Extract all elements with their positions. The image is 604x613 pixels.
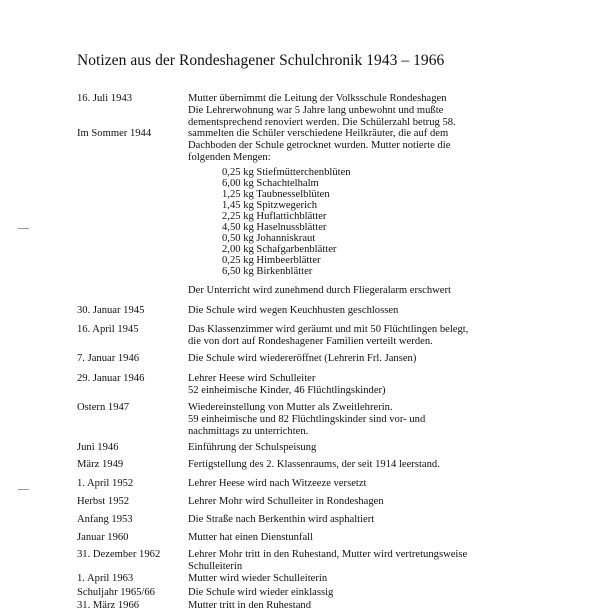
entry-line: nachmittags zu unterrichten.: [188, 426, 309, 437]
entry-text: [188, 549, 467, 573]
entry-line: Die Schule wird wieder einklassig: [188, 587, 334, 598]
entry-line: Die Lehrerwohnung war 5 Jahre lang unbewohnt und mußte: [188, 105, 444, 116]
entry-text: [188, 373, 386, 397]
entry-text: [188, 305, 398, 317]
entry-line: Einführung der Schulspeisung: [188, 442, 317, 453]
entry-date: Anfang 1953: [77, 514, 133, 525]
herb-item: 2,00 kg Schafgarbenblätter: [222, 244, 337, 255]
herb-item: 1,45 kg Spitzwegerich: [222, 200, 318, 211]
entry-text: [188, 459, 440, 471]
entry-text: [188, 514, 374, 526]
entry-line: sammelten die Schüler verschiedene Heilkräuter, die auf dem: [188, 128, 449, 139]
herb-item: 4,50 kg Haselnussblätter: [222, 222, 327, 233]
entry-date: 16. April 1945: [77, 324, 139, 335]
entry-text: [188, 402, 425, 438]
entry-line: 52 einheimische Kinder, 46 Flüchtlingskinder): [188, 385, 386, 396]
entry-line: Mutter tritt in den Ruhestand: [188, 600, 311, 611]
entry-date: 29. Januar 1946: [77, 373, 145, 384]
entry-text: [188, 324, 468, 348]
entry-date: Januar 1960: [77, 532, 129, 543]
herb-note: Der Unterricht wird zunehmend durch Fliegeralarm erschwert: [188, 285, 451, 296]
entry-line: Lehrer Heese wird nach Witzeeze versetzt: [188, 478, 367, 489]
entry-line: Lehrer Mohr tritt in den Ruhestand, Mutter wird vertretungsweise: [188, 549, 468, 560]
entry-date: 7. Januar 1946: [77, 353, 140, 364]
entry-text: [188, 600, 311, 612]
entry-date: Juni 1946: [77, 442, 119, 453]
entry-line: Das Klassenzimmer wird geräumt und mit 50 Flüchtlingen belegt,: [188, 324, 469, 335]
entry-date: 31. Dezember 1962: [77, 549, 161, 560]
entry-line: Mutter wird wieder Schulleiterin: [188, 573, 328, 584]
herb-item: 0,25 kg Himbeerblätter: [222, 255, 321, 266]
entry-text: [188, 442, 316, 454]
entry-date: 31. März 1966: [77, 600, 140, 611]
herb-item: 6,00 kg Schachtelhalm: [222, 178, 319, 189]
entry-line: Lehrer Mohr wird Schulleiter in Rondeshagen: [188, 496, 384, 507]
page-title: Notizen aus der Rondeshagener Schulchronik 1943 – 1966: [77, 52, 445, 69]
entry-line: Mutter übernimmt die Leitung der Volksschule Rondeshagen: [188, 93, 447, 104]
entry-line: 59 einheimische und 82 Flüchtlingskinder sind vor- und: [188, 414, 426, 425]
herb-item: 1,25 kg Taubnesselblüten: [222, 189, 330, 200]
entry-line: Mutter hat einen Dienstunfall: [188, 532, 314, 543]
entry-date: März 1949: [77, 459, 124, 470]
entry-date: 1. April 1952: [77, 478, 134, 489]
entry-line: Dachboden der Schule getrocknet wurden. Mutter notierte die: [188, 140, 451, 151]
entry-date: 30. Januar 1945: [77, 305, 145, 316]
entry-line: Die Schule wird wiedereröffnet (Lehrerin Frl. Jansen): [188, 353, 417, 364]
entry-text: [188, 496, 384, 508]
scan-mark: [18, 228, 29, 229]
entry-line: dementsprechend renoviert werden. Die Schülerzahl betrug 58.: [188, 117, 456, 128]
entry-line: folgenden Mengen:: [188, 152, 271, 163]
entry-line: Die Straße nach Berkenthin wird asphaltiert: [188, 514, 375, 525]
entry-line: die von dort auf Rondeshagener Familien verteilt werden.: [188, 336, 433, 347]
entry-date: 1. April 1963: [77, 573, 134, 584]
entry-line: Wiedereinstellung von Mutter als Zweitlehrerin.: [188, 402, 393, 413]
entry-text: [188, 573, 327, 585]
herb-item: 2,25 kg Huflattichblätter: [222, 211, 327, 222]
herb-item: 0,25 kg Stiefmütterchenblüten: [222, 167, 351, 178]
entry-date: Schuljahr 1965/66: [77, 587, 155, 598]
entry-text: [188, 353, 416, 365]
entry-date: Herbst 1952: [77, 496, 130, 507]
entry-date: 16. Juli 1943: [77, 93, 133, 104]
herb-item: 0,50 kg Johanniskraut: [222, 233, 316, 244]
entry-text: [188, 532, 313, 544]
scan-mark: [18, 489, 29, 490]
entry-date: Im Sommer 1944: [77, 128, 152, 139]
herb-item: 6,50 kg Birkenblätter: [222, 266, 313, 277]
entry-text: [188, 93, 456, 129]
entry-line: Die Schule wird wegen Keuchhusten geschlossen: [188, 305, 399, 316]
entry-line: Schulleiterin: [188, 561, 243, 572]
entry-date: Ostern 1947: [77, 402, 130, 413]
entry-text: [188, 478, 367, 490]
entry-line: Fertigstellung des 2. Klassenraums, der seit 1914 leerstand.: [188, 459, 440, 470]
entry-text: [188, 587, 333, 599]
entry-text: [188, 128, 450, 164]
entry-line: Lehrer Heese wird Schulleiter: [188, 373, 316, 384]
